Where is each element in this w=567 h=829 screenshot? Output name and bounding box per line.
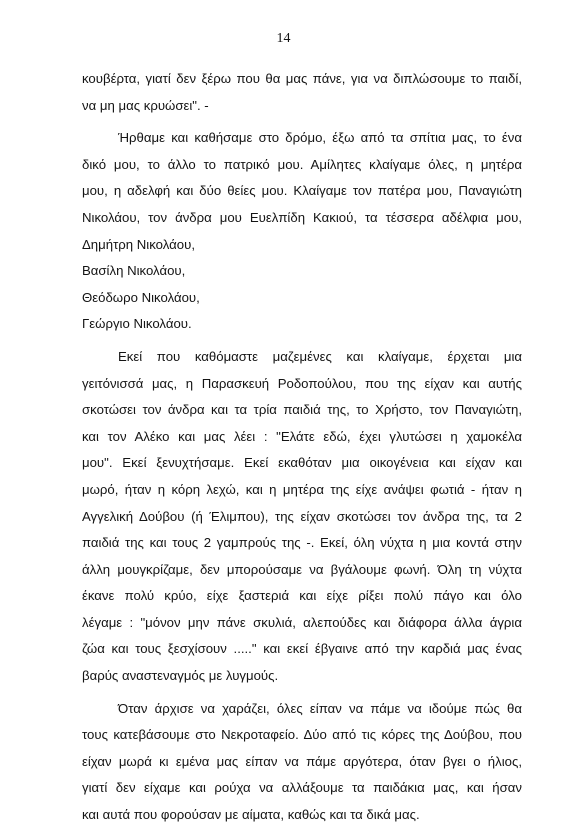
text-line: και τον Αλέκο και μας λέει : "Ελάτε εδώ, έχει γλυτώσει η χαμοκέλα [82,428,522,444]
text-line: σκοτώσει τον άνδρα και τα τρία παιδιά της, το Χρήστο, τον Παναγιώτη, [82,402,522,418]
paragraph [82,66,522,119]
text-line: παιδιά της και τους 2 γαμπρούς της -. Εκεί, όλη νύχτα η μια κοντά στην [82,535,522,551]
text-line: Ήρθαμε και καθήσαμε στο δρόμο, έξω από τα σπίτια μας, το ένα [118,130,522,146]
text-line: μωρό, ήταν η κόρη λεχώ, και η μητέρα της είχε ανάψει φωτιά - ήταν η [82,481,522,497]
text-line: Δημήτρη Νικολάου, [82,236,195,252]
page-number: 14 [276,31,291,46]
text-line: Όταν άρχισε να χαράζει, όλες είπαν να πάμε να ιδούμε πώς θα [118,700,522,716]
text-line: ζώα και τους ξεσχίσουν ....." και εκεί έβγαινε από την καρδιά μας ένας [82,641,522,657]
text-line: άλλη μουγκρίζαμε, δεν μπορούσαμε να βγάλουμε φωνή. Όλη τη νύχτα [82,561,522,577]
text-line: είχαν μωρά κι εμένα μας είπαν να πάμε αργότερα, όταν βγει ο ήλιος, [82,753,522,769]
text-line: γιατί δεν είχαμε και ρούχα να αλλάξουμε τα παιδάκια μας, και ήσαν [82,780,522,796]
text-line: Γεώργιο Νικολάου. [82,316,192,332]
text-line: Βασίλη Νικολάου, [82,263,186,279]
text-line: να μη μας κρυώσει". - [82,97,209,113]
text-line: τους κατεβάσουμε στο Νεκροταφείο. Δύο από τις κόρες της Δούβου, που [82,727,522,743]
text-line: Αγγελική Δούβου (ή Έλιμπου), της είχαν σκοτώσει τον άνδρα της, τα 2 [82,508,522,524]
text-line: έκανε πολύ κρύο, είχε ξαστεριά και είχε ρίξει πολύ πάγο και όλο [82,588,522,604]
text-line: δικό μου, το άλλο το πατρικό μου. Αμίλητες κλαίγαμε όλες, η μητέρα [82,156,522,172]
text-line: Θεόδωρο Νικολάου, [82,289,200,305]
paragraph [82,344,522,690]
text-line: μου, η αδελφή και δύο θείες μου. Κλαίγαμε τον πατέρα μου, Παναγιώτη [82,183,522,199]
paragraph [82,125,522,338]
text-line: Νικολάου, τον άνδρα μου Ευελπίδη Κακιού, τα τέσσερα αδέλφια μου, [82,209,522,225]
text-line: βαρύς αναστεναγμός με λυγμούς. [82,668,279,684]
body-text [82,66,522,829]
text-line: λέγαμε : "μόνον μην πάνε σκυλιά, αλεπούδες και διάφορα άλλα άγρια [82,614,522,630]
text-line: γειτόνισσά μας, η Παρασκευή Ροδοπούλου, που της είχαν και αυτής [82,375,522,391]
text-line: κουβέρτα, γιατί δεν ξέρω που θα μας πάνε, για να διπλώσουμε το παιδί, [82,71,522,86]
text-line: και αυτά που φορούσαν με αίματα, καθώς και τα δικά μας. [82,807,420,823]
paragraph [82,696,522,829]
text-line: Εκεί που καθόμαστε μαζεμένες και κλαίγαμε, έρχεται μια [118,348,522,364]
text-line: μου". Εκεί ξενυχτήσαμε. Εκεί εκαθόταν μια οικογένεια και είχαν και [82,455,522,471]
